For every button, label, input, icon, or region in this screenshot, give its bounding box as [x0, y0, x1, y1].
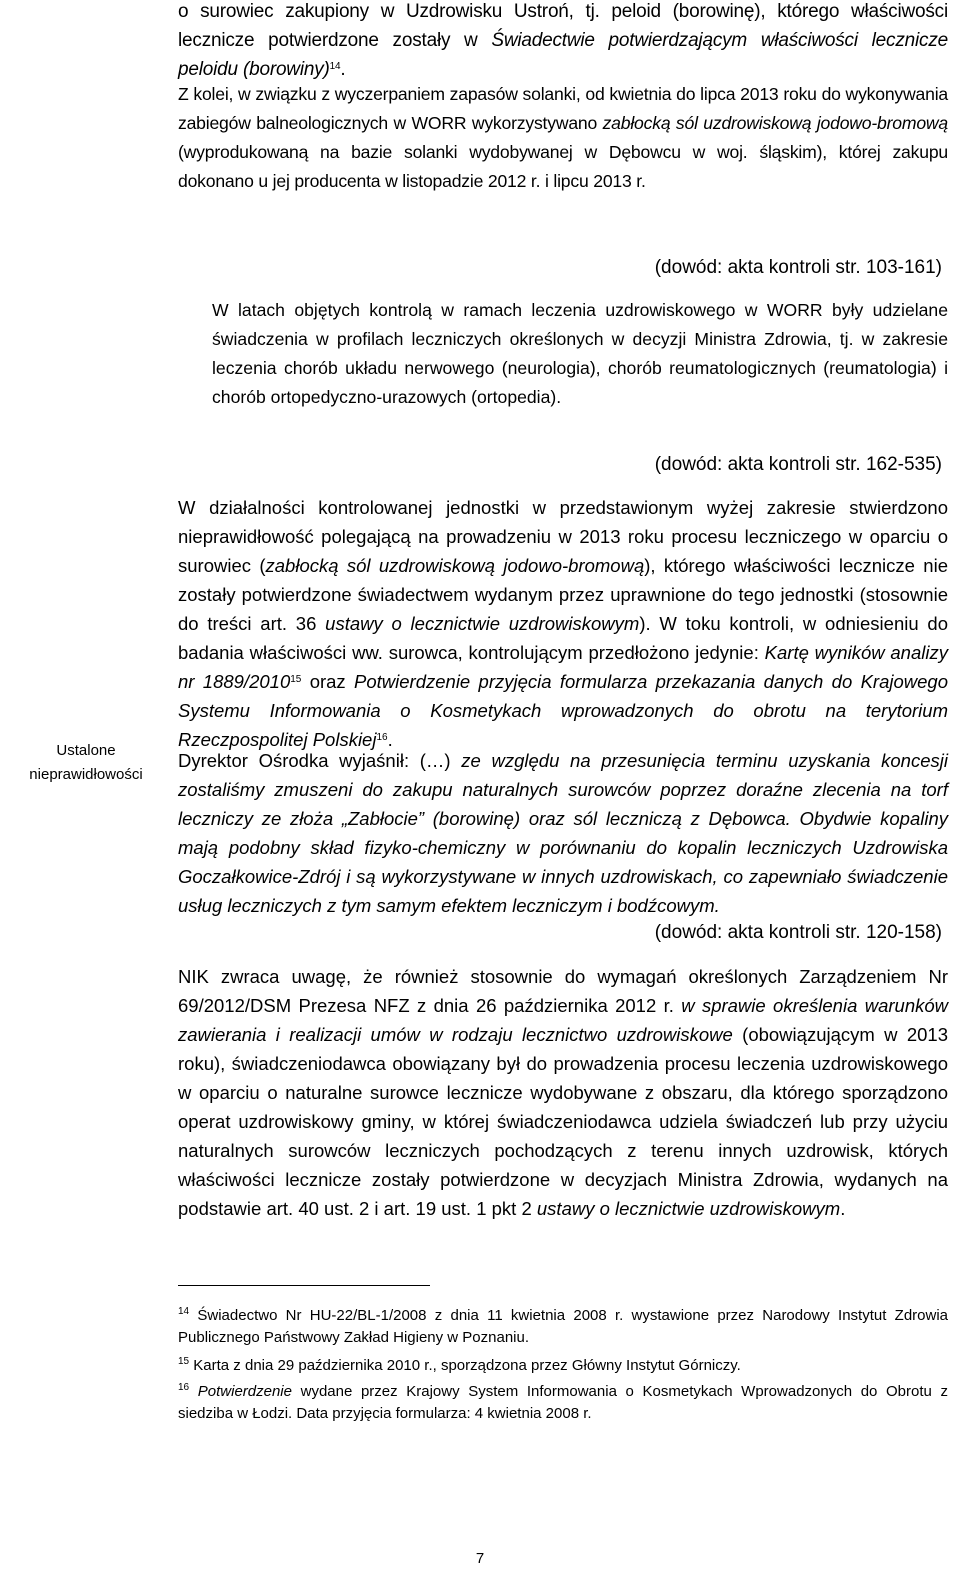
footnote-16: $^{16}$ Potwierdzenie wydane przez Krajowy System Informowania o Kosmetykach Wprowadzonych do Obrotu z siedziba w Łodzi. Data przyjęcia formularza: 4 kwietnia 2008 r. — [178, 1382, 948, 1422]
paragraph-irregularity: W działalności kontrolowanej jednostki w przedstawionym wyżej zakresie stwierdzono nieprawidłowość polegającą na prowadzeniu w 2013 roku procesu leczniczego w oparciu o surowiec (zabłocką sól uzdrowiskową jodowo-bromową), którego właściwości lecznicze nie zostały potwierdzone świadectwem wydanym przez uprawnione do tego jednostki (stosownie do treści art. 36 ustawy o lecznictwie uzdrowiskowym). W toku kontroli, w odniesieniu do badania właściwości ww. surowca, kontrolującym przedłożono jedynie: Kartę wyników analizy nr 1889/2010$^{15}$ oraz Potwierdzenie przyjęcia formularza przekazania danych do Krajowego Systemu Informowania o Kosmetykach wprowadzonych do obrotu na terytorium Rzeczpospolitej Polskiej$^{16}$. — [178, 497, 948, 750]
footnote-divider — [178, 1285, 430, 1286]
footnote-14: $^{14}$ Świadectwo Nr HU-22/BL-1/2008 z dnia 11 kwietnia 2008 r. wystawione przez Narodowy Instytut Zdrowia Publicznego Państwowy Zakład Higieny w Poznaniu. — [178, 1306, 948, 1346]
page-number: 7 — [475, 1550, 485, 1567]
paragraph-nik-remark: NIK zwraca uwagę, że również stosownie do wymagań określonych Zarządzeniem Nr 69/2012/DSM Prezesa NFZ z dnia 26 października 2012 r. w sprawie określenia warunków zawierania i realizacji umów w rodzaju lecznictwo uzdrowiskowe (obowiązującym w 2013 roku), świadczeniodawca obowiązany był do prowadzenia procesu leczenia uzdrowiskowego w oparciu o naturalne surowce lecznicze wydobywane z obszaru, dla którego sporządzono operat uzdrowiskowy gminy, w której świadczeniodawca udziela świadczeń lub przy użyciu naturalnych surowców leczniczych pochodzących z terenu innych uzdrowisk, których właściwości lecznicze zostały potwierdzone w decyzjach Ministra Zdrowia, wydanych na podstawie art. 40 ust. 2 i art. 19 ust. 1 pkt 2 ustawy o lecznictwie uzdrowiskowym. — [178, 966, 949, 1219]
paragraph-solanka: Z kolei, w związku z wyczerpaniem zapasów solanki, od kwietnia do lipca 2013 roku do wykonywania zabiegów balneologicznych w WORR wykorzystywano zabłocką sól uzdrowiskową jodowo-bromową (wyprodukowaną na bazie solanki wydobywanej w Dębowcu w woj. śląskim), której zakupu dokonano u jej producenta w listopadzie 2012 r. i lipcu 2013 r. — [178, 84, 948, 191]
proof-reference-2: (dowód: akta kontroli str. 162-535) — [654, 454, 942, 475]
proof-reference-1: (dowód: akta kontroli str. 103-161) — [654, 257, 942, 278]
footnote-15: $^{15}$ Karta z dnia 29 października 2010 r., sporządzona przez Główny Instytut Górniczy. — [178, 1356, 741, 1374]
sidebar-label: Ustalone nieprawidłowości — [29, 742, 143, 783]
paragraph-director-explanation: Dyrektor Ośrodka wyjaśnił: (…) ze względu na przesunięcia terminu uzyskania koncesji zostaliśmy zmuszeni do zakupu naturalnych surowców poprzez doraźne zlecenia na torf leczniczy ze złoża „Zabłocie” (borowinę) oraz sól leczniczą z Dębowca. Obydwie kopaliny mają podobny skład fizyko-chemiczny w porównaniu do kopalin leczniczych Uzdrowiska Goczałkowice-Zdrój i są wykorzystywane w innych uzdrowiskach, co zapewniało świadczenie usług leczniczych z tym samym efektem leczniczym i bodźcowym. — [178, 750, 948, 916]
proof-reference-3: (dowód: akta kontroli str. 120-158) — [654, 922, 942, 943]
footnote-ref-14: 14 — [329, 61, 341, 72]
paragraph-profiles: W latach objętych kontrolą w ramach leczenia uzdrowiskowego w WORR były udzielane świadczenia w profilach leczniczych określonych w decyzji Ministra Zdrowia, tj. w zakresie leczenia chorób układu nerwowego (neurologia), chorób reumatologicznych (reumatologia) i chorób ortopedyczno-urazowych (ortopedia). — [212, 300, 948, 407]
footnote-ref-16: 16 — [376, 732, 388, 743]
footnote-ref-15: 15 — [290, 674, 302, 685]
paragraph-top: o surowiec zakupiony w Uzdrowisku Ustroń, tj. peloid (borowinę), którego właściwości lecznicze potwierdzone zostały w Świadectwie potwierdzającym właściwości lecznicze peloidu (borowiny)$^{14}$. — [178, 1, 948, 80]
